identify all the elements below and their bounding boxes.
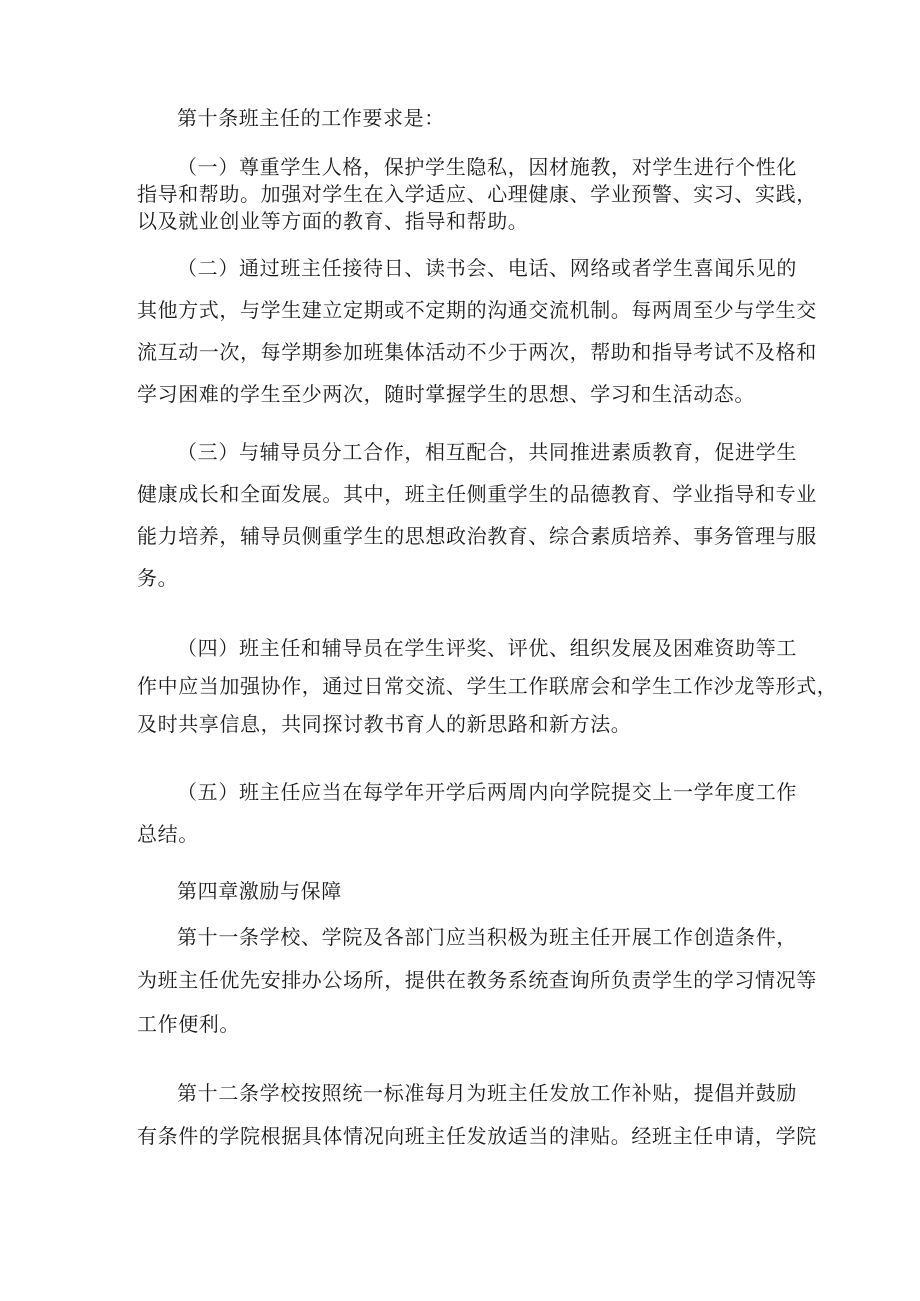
chapter-4-title: 第四章激励与保障 [177,879,342,903]
item-4-line-3: 及时共享信息，共同探讨教书育人的新思路和新方法。 [137,712,632,736]
item-4-line-2: 作中应当加强协作，通过日常交流、学生工作联席会和学生工作沙龙等形式， [137,674,838,698]
article-11-line-2: 为班主任优先安排办公场所，提供在教务系统查询所负责学生的学习情况等 [137,968,817,992]
article-11-line-3: 工作便利。 [137,1012,240,1036]
item-2-line-4: 学习困难的学生至少两次，随时掌握学生的思想、学习和生活动态。 [137,382,755,406]
item-5-line-1: （五）班主任应当在每学年开学后两周内向学院提交上一学年度工作 [177,780,797,804]
item-3-line-4: 务。 [137,566,179,590]
item-3-line-2: 健康成长和全面发展。其中，班主任侧重学生的品德教育、学业指导和专业 [137,482,817,506]
item-5-line-2: 总结。 [137,822,199,846]
article-12-line-1: 第十二条学校按照统一标准每月为班主任发放工作补贴，提倡并鼓励 [177,1081,797,1105]
item-3-line-3: 能力培养，辅导员侧重学生的思想政治教育、综合素质培养、事务管理与服 [137,524,817,548]
item-2-line-3: 流互动一次，每学期参加班集体活动不少于两次，帮助和指导考试不及格和 [137,340,817,364]
article-11-line-1: 第十一条学校、学院及各部门应当积极为班主任开展工作创造条件， [177,925,797,949]
item-1-line-3: 以及就业创业等方面的教育、指导和帮助。 [137,209,529,233]
item-2-line-1: （二）通过班主任接待日、读书会、电话、网络或者学生喜闻乐见的 [177,256,797,280]
item-2-line-2: 其他方式，与学生建立定期或不定期的沟通交流机制。每两周至少与学生交 [137,298,817,322]
article-10-heading: 第十条班主任的工作要求是： [177,106,445,130]
item-4-line-1: （四）班主任和辅导员在学生评奖、评优、组织发展及困难资助等工 [177,636,797,660]
item-3-line-1: （三）与辅导员分工合作，相互配合，共同推进素质教育，促进学生 [177,440,797,464]
item-1-line-2: 指导和帮助。加强对学生在入学适应、心理健康、学业预警、实习、实践， [137,182,817,206]
article-12-line-2: 有条件的学院根据具体情况向班主任发放适当的津贴。经班主任申请，学院 [137,1124,817,1148]
item-1-line-1: （一）尊重学生人格，保护学生隐私，因材施教，对学生进行个性化 [177,155,797,179]
